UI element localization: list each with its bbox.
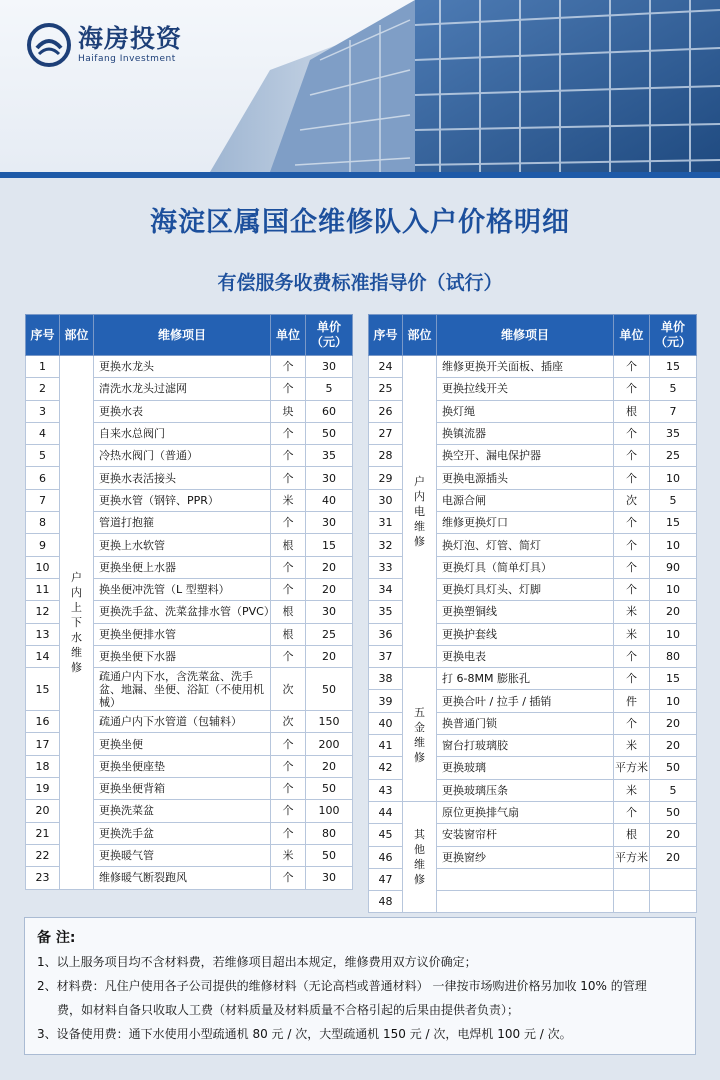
row-unit: 个	[271, 445, 306, 467]
row-price: 80	[650, 645, 697, 667]
header-price: 单价（元）	[650, 315, 697, 356]
row-item	[437, 868, 614, 890]
row-price: 5	[650, 378, 697, 400]
row-no: 43	[369, 779, 403, 801]
row-item: 更换塑铜线	[437, 601, 614, 623]
row-item: 更换拉线开关	[437, 378, 614, 400]
row-price: 60	[306, 400, 353, 422]
row-no: 5	[26, 445, 60, 467]
category-cell	[403, 801, 437, 912]
note-3: 3、设备使用费：通下水使用小型疏通机 80 元 / 次，大型疏通机 150 元 / 次，电焊机 100 元 / 次。	[37, 1027, 572, 1041]
row-item: 更换玻璃压条	[437, 779, 614, 801]
row-price: 20	[650, 601, 697, 623]
row-no: 4	[26, 422, 60, 444]
row-price: 20	[306, 556, 353, 578]
row-item: 更换洗手盆	[94, 822, 271, 844]
row-item: 更换玻璃	[437, 757, 614, 779]
row-no: 8	[26, 512, 60, 534]
row-no: 47	[369, 868, 403, 890]
table-row	[369, 668, 697, 690]
row-no: 33	[369, 556, 403, 578]
row-price: 50	[306, 422, 353, 444]
row-price: 150	[306, 711, 353, 733]
note-2: 2、材料费：凡住户使用各子公司提供的维修材料（无论高档或普通材料） 一律按市场购进价格另加收 10% 的管理	[37, 979, 647, 993]
row-item: 更换洗手盆、洗菜盆排水管（PVC）	[94, 601, 271, 623]
row-price: 10	[650, 623, 697, 645]
logo-icon	[26, 22, 72, 68]
header-unit: 单位	[614, 315, 650, 356]
row-price: 15	[650, 512, 697, 534]
row-price: 35	[650, 422, 697, 444]
row-no: 36	[369, 623, 403, 645]
row-item: 换空开、漏电保护器	[437, 445, 614, 467]
row-unit: 个	[271, 800, 306, 822]
row-unit: 米	[614, 623, 650, 645]
row-item: 换坐便冲洗管（L 型塑料）	[94, 578, 271, 600]
row-no: 30	[369, 489, 403, 511]
row-no: 2	[26, 378, 60, 400]
row-price: 30	[306, 512, 353, 534]
row-no: 14	[26, 645, 60, 667]
row-unit: 个	[614, 712, 650, 734]
row-no: 7	[26, 489, 60, 511]
row-unit: 个	[271, 356, 306, 378]
row-price: 5	[650, 489, 697, 511]
row-item: 原位更换排气扇	[437, 801, 614, 823]
row-unit: 根	[271, 623, 306, 645]
row-price: 20	[306, 578, 353, 600]
row-item: 冷热水阀门（普通）	[94, 445, 271, 467]
row-item: 更换灯具灯头、灯脚	[437, 578, 614, 600]
row-unit: 平方米	[614, 846, 650, 868]
row-item: 更换窗纱	[437, 846, 614, 868]
table-row	[369, 801, 697, 823]
row-item: 维修暖气断裂跑风	[94, 867, 271, 889]
row-unit: 个	[614, 534, 650, 556]
row-unit: 件	[614, 690, 650, 712]
header-part: 部位	[60, 315, 94, 356]
header-unit: 单位	[271, 315, 306, 356]
row-item: 更换坐便背箱	[94, 778, 271, 800]
row-price: 10	[650, 578, 697, 600]
row-unit: 个	[614, 668, 650, 690]
row-item: 管道打抱箍	[94, 512, 271, 534]
row-unit: 个	[271, 556, 306, 578]
row-unit: 米	[271, 489, 306, 511]
row-price: 20	[306, 645, 353, 667]
row-price: 50	[650, 757, 697, 779]
row-unit: 个	[614, 556, 650, 578]
row-unit: 个	[271, 733, 306, 755]
row-no: 26	[369, 400, 403, 422]
row-no: 29	[369, 467, 403, 489]
row-unit: 次	[271, 668, 306, 711]
row-unit: 个	[614, 801, 650, 823]
category-cell	[60, 356, 94, 890]
header-item: 维修项目	[94, 315, 271, 356]
row-unit: 个	[614, 578, 650, 600]
row-price: 15	[650, 668, 697, 690]
row-no: 23	[26, 867, 60, 889]
row-no: 22	[26, 844, 60, 866]
row-unit: 米	[271, 844, 306, 866]
row-item: 更换坐便	[94, 733, 271, 755]
header-item: 维修项目	[437, 315, 614, 356]
category-label: 户内上下水维修	[71, 570, 82, 674]
table-row	[369, 356, 697, 378]
row-no: 12	[26, 601, 60, 623]
row-no: 3	[26, 400, 60, 422]
price-table-left	[25, 314, 353, 890]
row-no: 15	[26, 668, 60, 711]
row-price: 50	[306, 668, 353, 711]
row-unit: 根	[271, 534, 306, 556]
row-no: 37	[369, 645, 403, 667]
row-no: 42	[369, 757, 403, 779]
row-item: 安装窗帘杆	[437, 824, 614, 846]
row-price: 20	[650, 846, 697, 868]
row-unit: 米	[614, 779, 650, 801]
row-price: 7	[650, 400, 697, 422]
row-item: 更换水表活接头	[94, 467, 271, 489]
category-label: 户内电维修	[414, 475, 425, 549]
row-unit: 个	[271, 867, 306, 889]
row-item: 更换护套线	[437, 623, 614, 645]
row-price: 35	[306, 445, 353, 467]
notes-box	[24, 917, 696, 1055]
row-unit: 根	[614, 400, 650, 422]
row-item: 更换坐便上水器	[94, 556, 271, 578]
row-no: 44	[369, 801, 403, 823]
page-subtitle: 有偿服务收费标准指导价（试行）	[217, 272, 503, 294]
row-item: 换普通门锁	[437, 712, 614, 734]
row-no: 35	[369, 601, 403, 623]
row-unit: 个	[614, 467, 650, 489]
row-unit: 平方米	[614, 757, 650, 779]
row-unit	[614, 868, 650, 890]
row-price: 50	[650, 801, 697, 823]
row-item: 疏通户内下水，含洗菜盆、洗手盆、地漏、坐便、浴缸（不使用机械）	[94, 668, 271, 711]
row-no: 38	[369, 668, 403, 690]
row-price: 50	[306, 844, 353, 866]
row-unit: 个	[614, 512, 650, 534]
price-table-right	[368, 314, 697, 913]
table-header-row	[369, 315, 697, 356]
row-unit: 个	[271, 578, 306, 600]
category-label: 其他维修	[414, 828, 425, 887]
row-no: 41	[369, 735, 403, 757]
row-item: 清洗水龙头过滤网	[94, 378, 271, 400]
row-item: 更换坐便座垫	[94, 755, 271, 777]
row-unit: 个	[614, 645, 650, 667]
row-item: 更换坐便下水器	[94, 645, 271, 667]
row-no: 39	[369, 690, 403, 712]
row-no: 19	[26, 778, 60, 800]
header-no: 序号	[369, 315, 403, 356]
note-1: 1、以上服务项目均不含材料费，若维修项目超出本规定，维修费用双方议价确定；	[37, 955, 477, 969]
row-item: 更换上水软管	[94, 534, 271, 556]
row-price: 50	[306, 778, 353, 800]
row-item: 换镇流器	[437, 422, 614, 444]
category-cell	[403, 668, 437, 802]
row-unit	[614, 891, 650, 913]
row-price: 20	[650, 824, 697, 846]
row-no: 40	[369, 712, 403, 734]
row-no: 9	[26, 534, 60, 556]
row-item: 更换电表	[437, 645, 614, 667]
row-item: 换灯泡、灯管、简灯	[437, 534, 614, 556]
row-no: 31	[369, 512, 403, 534]
row-no: 32	[369, 534, 403, 556]
row-item: 更换水龙头	[94, 356, 271, 378]
row-no: 45	[369, 824, 403, 846]
row-unit: 个	[271, 755, 306, 777]
row-unit: 个	[614, 445, 650, 467]
row-item: 更换洗菜盆	[94, 800, 271, 822]
row-no: 24	[369, 356, 403, 378]
row-price: 30	[306, 867, 353, 889]
row-no: 20	[26, 800, 60, 822]
row-no: 48	[369, 891, 403, 913]
row-price: 30	[306, 467, 353, 489]
row-item	[437, 891, 614, 913]
row-no: 10	[26, 556, 60, 578]
building-image	[210, 0, 720, 172]
row-item: 更换水表	[94, 400, 271, 422]
row-unit: 个	[271, 378, 306, 400]
row-price: 15	[306, 534, 353, 556]
row-price: 5	[650, 779, 697, 801]
row-no: 1	[26, 356, 60, 378]
row-price: 5	[306, 378, 353, 400]
row-price: 20	[306, 755, 353, 777]
row-item: 疏通户内下水管道（包辅料）	[94, 711, 271, 733]
row-price: 30	[306, 601, 353, 623]
row-no: 17	[26, 733, 60, 755]
header-banner	[0, 0, 720, 172]
logo-name-cn: 海房投资	[78, 24, 183, 53]
header-divider	[0, 172, 720, 178]
row-unit: 个	[271, 512, 306, 534]
row-item: 更换灯具（简单灯具）	[437, 556, 614, 578]
row-unit: 根	[614, 824, 650, 846]
row-unit: 个	[271, 467, 306, 489]
row-no: 11	[26, 578, 60, 600]
row-item: 维修更换开关面板、插座	[437, 356, 614, 378]
row-price: 25	[650, 445, 697, 467]
table-header-row	[26, 315, 353, 356]
row-unit: 次	[614, 489, 650, 511]
row-unit: 块	[271, 400, 306, 422]
row-unit: 个	[271, 645, 306, 667]
row-no: 25	[369, 378, 403, 400]
row-unit: 米	[614, 735, 650, 757]
category-label: 五金维修	[414, 705, 425, 764]
note-2-continued: 费，如材料自备只收取人工费（材料质量及材料质量不合格引起的后果由提供者负责）；	[57, 1003, 520, 1017]
row-unit: 个	[614, 422, 650, 444]
row-price: 40	[306, 489, 353, 511]
row-item: 打 6-8MM 膨胀孔	[437, 668, 614, 690]
row-price: 25	[306, 623, 353, 645]
row-no: 16	[26, 711, 60, 733]
row-price: 10	[650, 534, 697, 556]
row-item: 窗台打玻璃胶	[437, 735, 614, 757]
row-price: 200	[306, 733, 353, 755]
row-unit: 个	[271, 778, 306, 800]
header-part: 部位	[403, 315, 437, 356]
row-unit: 个	[614, 378, 650, 400]
row-no: 28	[369, 445, 403, 467]
row-item: 更换水管（钢锌、PPR）	[94, 489, 271, 511]
row-unit: 米	[614, 601, 650, 623]
row-no: 21	[26, 822, 60, 844]
row-item: 自来水总阀门	[94, 422, 271, 444]
row-item: 换灯绳	[437, 400, 614, 422]
row-item: 更换暖气管	[94, 844, 271, 866]
row-price: 90	[650, 556, 697, 578]
row-item: 更换合叶 / 拉手 / 插销	[437, 690, 614, 712]
row-price: 10	[650, 467, 697, 489]
logo-name-en: Haifang Investment	[78, 54, 176, 64]
row-no: 18	[26, 755, 60, 777]
row-price: 20	[650, 712, 697, 734]
row-price	[650, 891, 697, 913]
page-title: 海淀区属国企维修队入户价格明细	[150, 207, 570, 238]
row-price: 15	[650, 356, 697, 378]
row-unit: 个	[271, 822, 306, 844]
row-unit: 次	[271, 711, 306, 733]
row-no: 27	[369, 422, 403, 444]
company-logo	[26, 22, 182, 68]
row-unit: 个	[614, 356, 650, 378]
row-item: 电源合闸	[437, 489, 614, 511]
row-price: 30	[306, 356, 353, 378]
header-no: 序号	[26, 315, 60, 356]
row-price: 10	[650, 690, 697, 712]
row-no: 6	[26, 467, 60, 489]
row-unit: 根	[271, 601, 306, 623]
row-item: 更换电源插头	[437, 467, 614, 489]
row-price: 80	[306, 822, 353, 844]
row-no: 13	[26, 623, 60, 645]
row-item: 更换坐便排水管	[94, 623, 271, 645]
category-cell	[403, 356, 437, 668]
row-item: 维修更换灯口	[437, 512, 614, 534]
row-no: 34	[369, 578, 403, 600]
row-unit: 个	[271, 422, 306, 444]
row-price: 20	[650, 735, 697, 757]
row-no: 46	[369, 846, 403, 868]
table-row	[26, 356, 353, 378]
row-price: 100	[306, 800, 353, 822]
row-price	[650, 868, 697, 890]
notes-heading: 备 注:	[37, 930, 76, 946]
header-price: 单价（元）	[306, 315, 353, 356]
